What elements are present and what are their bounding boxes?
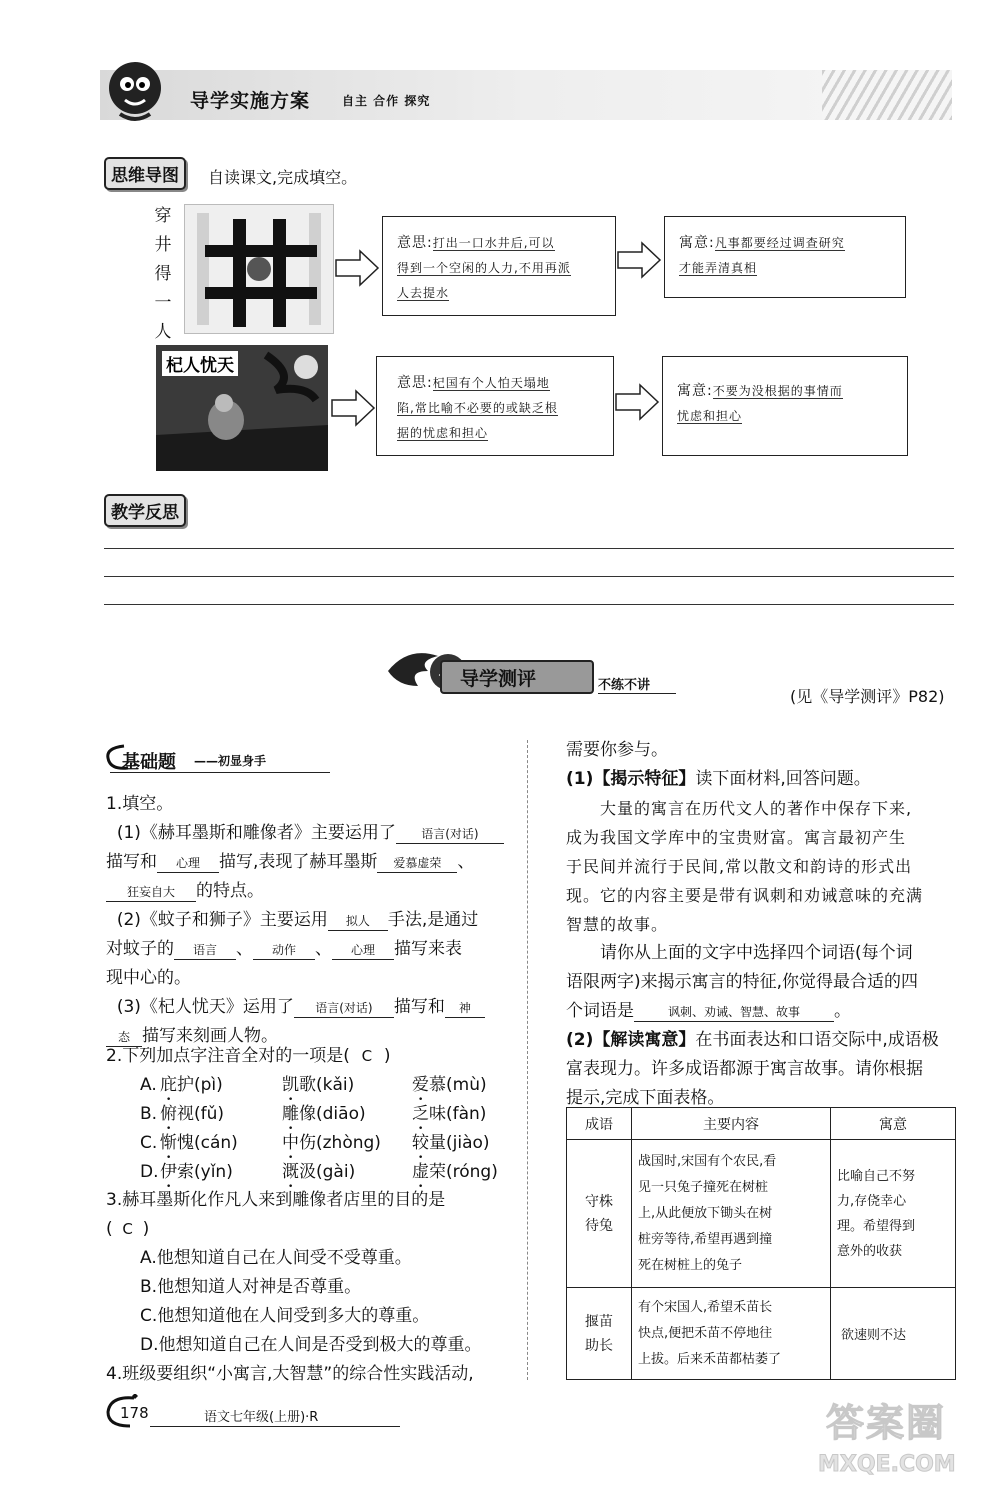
q1-text: 、 (236, 939, 253, 959)
dotted-char: 乏 (412, 1104, 429, 1124)
moral-line: 意外的收获 (837, 1243, 903, 1259)
q2-option (140, 1071, 520, 1100)
qiren-image-title: 杞人忧天 (162, 351, 238, 376)
writing-line (104, 604, 954, 605)
option-text: 量(jiào) (429, 1133, 490, 1153)
dotted-char: 俯 (160, 1104, 177, 1124)
q3-option: A.他想知道自己在人间受不受尊重。 (140, 1248, 412, 1268)
moral-label: 寓意: (679, 235, 715, 251)
book-title: 语文七年级(上册)·R (204, 1410, 319, 1425)
meaning-line: 陷,常比喻不必要的或缺乏根 (397, 401, 558, 415)
dotted-char: 惭 (160, 1133, 177, 1153)
dotted-char: 虚 (412, 1162, 429, 1182)
q2-option (140, 1158, 520, 1187)
q1-answer: 态 (106, 1028, 142, 1047)
q1-answer: 拟人 (328, 912, 388, 931)
option-text: 伤(zhòng) (299, 1133, 381, 1153)
moral-label: 寓意: (677, 383, 713, 399)
option-text: 汲(gài) (299, 1162, 356, 1182)
q1-text: 、 (315, 939, 332, 959)
question-4-continued (566, 736, 958, 1113)
meaning-line: 杞国有个人怕天塌地 (432, 376, 550, 390)
q3-text: ) (142, 1219, 150, 1239)
page-number: 178 (120, 1404, 149, 1422)
option-text: 愧(cán) (177, 1133, 238, 1153)
q3-text: ( (106, 1219, 113, 1239)
story2-meaning-box (376, 356, 614, 456)
q1-answer: 心理 (157, 854, 219, 873)
meaning-label: 意思: (397, 375, 433, 391)
q1-text: 、 (457, 852, 475, 872)
q1-answer: 语言(对话) (294, 999, 394, 1018)
option-text: 索(yǐn) (177, 1162, 233, 1182)
passage-line: 成为我国文学库中的宝贵财富。寓言最初产生 (566, 828, 907, 847)
option-text: 视(fǔ) (177, 1104, 225, 1124)
prompt-line: 个词语是 (566, 1001, 634, 1021)
content-line: 桩旁等待,希望再遇到撞 (638, 1231, 773, 1247)
q1-answer: 心理 (332, 941, 394, 960)
section-banner-title: 导学测评 (460, 668, 537, 690)
reflection-tag: 教学反思 (104, 494, 186, 527)
content-cell (632, 1288, 831, 1380)
passage-line: 大量的寓言在历代文人的著作中保存下来, (600, 799, 913, 818)
table-header: 成语 (567, 1108, 632, 1140)
q1-text: 描写来刻画人物。 (142, 1026, 278, 1046)
content-line: 快点,便把禾苗不停地往 (638, 1325, 773, 1341)
option-text: 味(fàn) (429, 1104, 487, 1124)
dotted-char: 雕 (282, 1104, 299, 1124)
q2-options (140, 1071, 520, 1187)
q4-passage (566, 794, 958, 939)
idiom-text: 揠苗 (585, 1313, 613, 1330)
meaning-label: 意思: (397, 235, 433, 251)
heading-underline (110, 772, 330, 773)
dotted-char: 溉 (282, 1162, 299, 1182)
prompt-line: 。 (834, 1001, 851, 1021)
q4-cont: 需要你参与。 (566, 740, 668, 760)
q4-sub1-text: 读下面材料,回答问题。 (695, 769, 871, 789)
section-banner-subtitle: 不练不讲 (598, 674, 676, 694)
content-line: 战国时,宋国有个农民,看 (638, 1153, 777, 1169)
q3-answer: C (122, 1220, 133, 1238)
content-line: 有个宋国人,希望禾苗长 (638, 1299, 773, 1315)
meaning-line: 得到一个空闲的人力,不用再派 (397, 261, 571, 275)
option-letter: C. (140, 1133, 158, 1153)
q1-text: 对蚊子的 (106, 939, 174, 959)
moral-line: 忧虑和担心 (677, 409, 743, 423)
moral-line: 力,存侥幸心 (837, 1193, 907, 1209)
well-glyph-icon (185, 205, 333, 333)
q4-sub1-label: (1)【揭示特征】 (566, 769, 696, 789)
arrow-icon (616, 240, 662, 280)
dotted-char: 较 (412, 1133, 429, 1153)
story1-moral-box (664, 216, 906, 298)
watermark-logo: 答案圈 (826, 1401, 947, 1445)
q2-text: ) (383, 1046, 391, 1066)
moral-cell (831, 1288, 956, 1380)
section-banner (440, 660, 594, 694)
watermark-url: MXQE.COM (818, 1452, 956, 1477)
q4-title: 4.班级要组织“小寓言,大智慧”的综合性实践活动, (106, 1364, 474, 1384)
moral-line: 欲速则不达 (841, 1328, 907, 1343)
footer-line (150, 1426, 400, 1427)
idiom-table (566, 1107, 956, 1380)
q1-text: (3)《杞人忧天》运用了 (116, 997, 294, 1017)
content-line: 上拔。后来禾苗都枯萎了 (638, 1351, 782, 1367)
dotted-char: 中 (282, 1133, 299, 1153)
q1-text: 描写,表现了赫耳墨斯 (219, 852, 378, 872)
passage-line: 现。它的内容主要是带有讽刺和劝诫意味的充满 (566, 886, 924, 905)
option-letter: B. (140, 1104, 158, 1124)
option-text: 荣(róng) (429, 1162, 498, 1182)
mindmap-instruction: 自读课文,完成填空。 (208, 168, 358, 187)
writing-line (104, 548, 954, 549)
q2-answer: C (361, 1047, 373, 1065)
content-line: 见一只兔子撞死在树桩 (638, 1179, 769, 1195)
q1-answer: 动作 (253, 941, 315, 960)
story1-meaning-box (382, 216, 616, 316)
arrow-icon (330, 388, 376, 428)
meaning-line: 打出一口水井后,可以 (432, 236, 555, 250)
prompt-line: 语限两字)来揭示寓言的特征,你觉得最合适的四 (566, 972, 919, 992)
section-reference: (见《导学测评》P82) (790, 687, 945, 706)
question-1 (106, 790, 526, 1051)
moral-line: 不要为没根据的事情而 (712, 384, 843, 398)
q1-text: 描写和 (393, 997, 445, 1017)
moral-line: 才能弄清真相 (679, 261, 758, 275)
moral-line: 比喻自己不努 (837, 1168, 916, 1184)
table-header: 寓意 (831, 1108, 956, 1140)
q2-title: 2.下列加点字注音全对的一项是( (106, 1046, 350, 1066)
table-header-row (567, 1108, 956, 1140)
idiom-text: 待兔 (585, 1217, 613, 1234)
header-subtitle: 自主 合作 探究 (342, 94, 431, 108)
dotted-char: 爱 (412, 1075, 429, 1095)
content-cell (632, 1140, 831, 1288)
q1-answer: 神 (445, 999, 485, 1018)
content-line: 上,从此便放下锄头在树 (638, 1205, 773, 1221)
well-image (184, 204, 334, 334)
q4-sub2-label: (2)【解读寓意】 (566, 1030, 696, 1050)
prompt-line: 请你从上面的文字中选择四个词语(每个词 (600, 943, 913, 963)
q1-answer: 语言 (174, 941, 236, 960)
story2-moral-box (662, 356, 908, 456)
option-letter: A. (140, 1075, 157, 1095)
option-letter: D. (140, 1162, 159, 1182)
q1-answer: 爱慕虚荣 (377, 854, 457, 873)
q1-title: 1.填空。 (106, 794, 174, 814)
meaning-line: 人去提水 (397, 286, 450, 300)
qiren-image (156, 345, 328, 471)
header-title: 导学实施方案 (190, 90, 311, 112)
content-line: 死在树桩上的兔子 (638, 1257, 743, 1273)
question-2 (106, 1042, 526, 1071)
column-divider (527, 740, 528, 1380)
q1-text: 描写来表 (394, 939, 462, 959)
q1-text: 的特点。 (196, 881, 264, 901)
mindmap-tag: 思维导图 (104, 157, 186, 190)
header-stripes (822, 70, 952, 120)
idiom-cell (567, 1140, 632, 1288)
q3-option: B.他想知道人对神是否尊重。 (140, 1277, 362, 1297)
q1-answer: 语言(对话) (396, 825, 504, 844)
basic-heading-sub: ——初显身手 (194, 754, 267, 768)
q4-sub1-answer: 讽刺、劝诫、智慧、故事 (634, 1003, 834, 1022)
dotted-char: 凯 (282, 1075, 299, 1095)
moral-cell (831, 1140, 956, 1288)
q3-option: D.他想知道自己在人间是否受到极大的尊重。 (140, 1335, 482, 1355)
passage-line: 于民间并流行于民间,常以散文和韵诗的形式出 (566, 857, 913, 876)
q2-option (140, 1129, 520, 1158)
story1-vertical-title: 穿 井 得 一 人 (154, 206, 172, 342)
q4-sub2-text: 提示,完成下面表格。 (566, 1088, 725, 1108)
idiom-text: 守株 (585, 1193, 613, 1210)
q1-text: 现中心的。 (106, 968, 191, 988)
table-row (567, 1140, 956, 1288)
question-3 (106, 1186, 526, 1360)
moral-line: 理。希望得到 (837, 1218, 916, 1234)
q1-text: 手法,是通过 (387, 910, 479, 930)
q4-sub2-text: 富表现力。许多成语都源于寓言故事。请你根据 (566, 1059, 923, 1079)
q1-text: (2)《蚊子和狮子》主要运用 (116, 910, 328, 930)
idiom-cell (567, 1288, 632, 1380)
arrow-icon (334, 248, 380, 288)
option-text: 歌(kǎi) (299, 1075, 355, 1095)
moral-line: 凡事都要经过调查研究 (714, 236, 845, 250)
q4-sub2-text: 在书面表达和口语交际中,成语极 (695, 1030, 939, 1050)
q1-text: (1)《赫耳墨斯和雕像者》主要运用了 (116, 823, 396, 843)
q1-text: 描写和 (106, 852, 157, 872)
passage-line: 智慧的故事。 (566, 915, 669, 934)
dotted-char: 伊 (160, 1162, 177, 1182)
mascot-icon (100, 56, 170, 126)
option-text: 慕(mù) (429, 1075, 487, 1095)
writing-line (104, 576, 954, 577)
arrow-icon (614, 382, 660, 422)
q3-title: 3.赫耳墨斯化作凡人来到雕像者店里的目的是 (106, 1190, 446, 1210)
meaning-line: 据的忧虑和担心 (397, 426, 489, 440)
option-text: 护(pì) (177, 1075, 223, 1095)
table-header: 主要内容 (632, 1108, 831, 1140)
q1-answer: 狂妄自大 (106, 883, 196, 902)
dotted-char: 庇 (160, 1075, 177, 1095)
idiom-text: 助长 (585, 1337, 613, 1354)
q2-option (140, 1100, 520, 1129)
option-text: 像(diāo) (299, 1104, 366, 1124)
q3-option: C.他想知道他在人间受到多大的尊重。 (140, 1306, 430, 1326)
table-row (567, 1288, 956, 1380)
basic-heading: 基础题 (122, 752, 176, 773)
